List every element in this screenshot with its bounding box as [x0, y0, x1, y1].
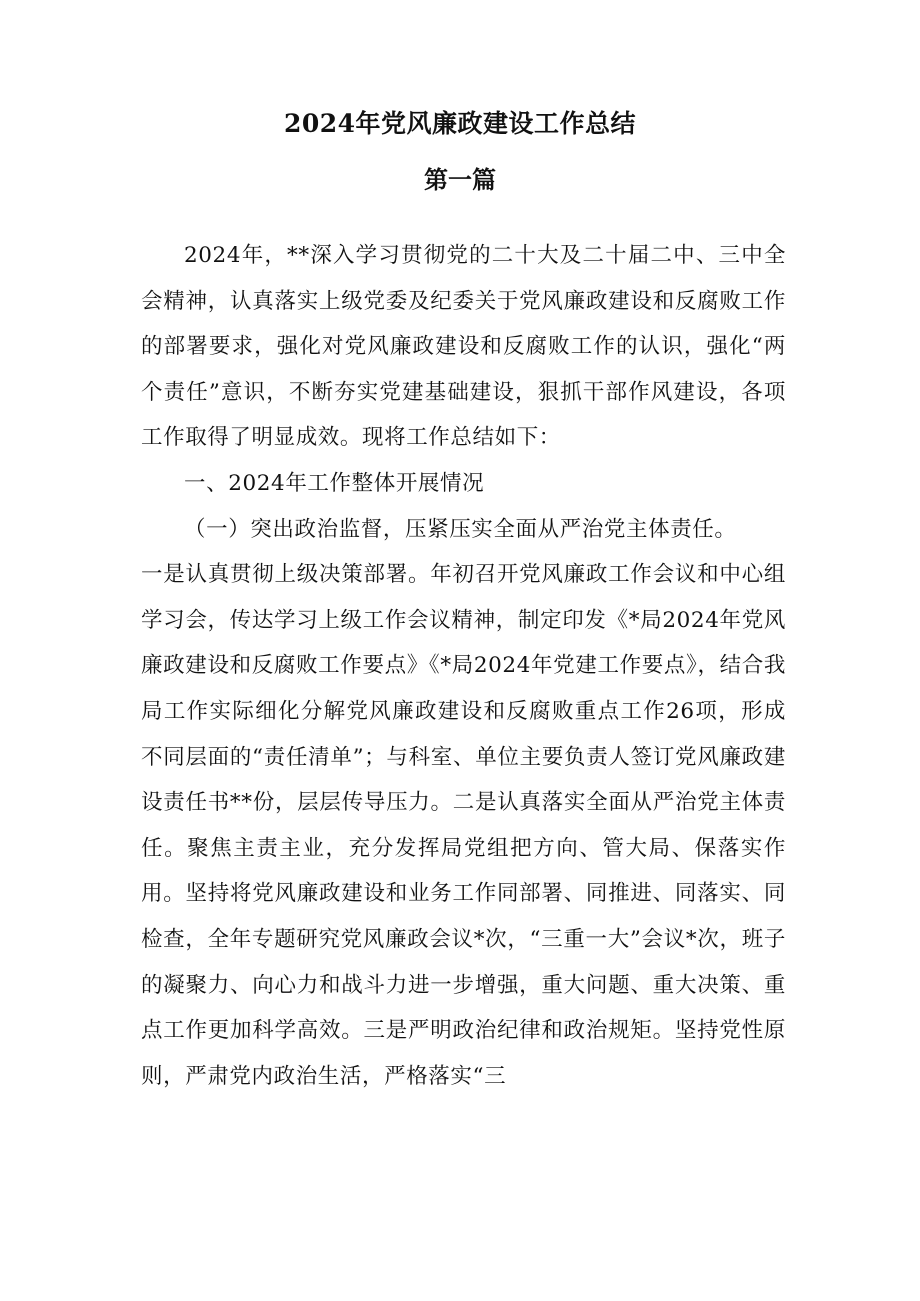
document-body	[141, 233, 786, 1099]
intro-paragraph: 2024年，**深入学习贯彻党的二十大及二十届二中、三中全会精神，认真落实上级党委及纪委关于党风廉政建设和反腐败工作的部署要求，强化对党风廉政建设和反腐败工作的认识，强化“两个责任”意识，不断夯实党建基础建设，狠抓干部作风建设，各项工作取得了明显成效。现将工作总结如下：	[141, 243, 786, 451]
body-paragraph: 一是认真贯彻上级决策部署。年初召开党风廉政工作会议和中心组学习会，传达学习上级工作会议精神，制定印发《*局2024年党风廉政建设和反腐败工作要点》《*局2024年党建工作要点》，结合我局工作实际细化分解党风廉政建设和反腐败重点工作26项，形成不同层面的“责任清单”；与科室、单位主要负责人签订党风廉政建设责任书**份，层层传导压力。二是认真落实全面从严治党主体责任。聚焦主责主业，充分发挥局党组把方向、管大局、保落实作用。坚持将党风廉政建设和业务工作同部署、同推进、同落实、同检查，全年专题研究党风廉政会议*次，“三重一大”会议*次，班子的凝聚力、向心力和战斗力进一步增强，重大问题、重大决策、重点工作更加科学高效。三是严明政治纪律和政治规矩。坚持党性原则，严肃党内政治生活，严格落实“三	[141, 562, 786, 1089]
section-heading: 一、2024年工作整体开展情况	[184, 470, 485, 496]
document-title: 2024年党风廉政建设工作总结	[283, 109, 637, 138]
chapter-title: 第一篇	[424, 166, 496, 194]
subsection-heading: （一）突出政治监督，压紧压实全面从严治党主体责任。	[184, 516, 737, 542]
